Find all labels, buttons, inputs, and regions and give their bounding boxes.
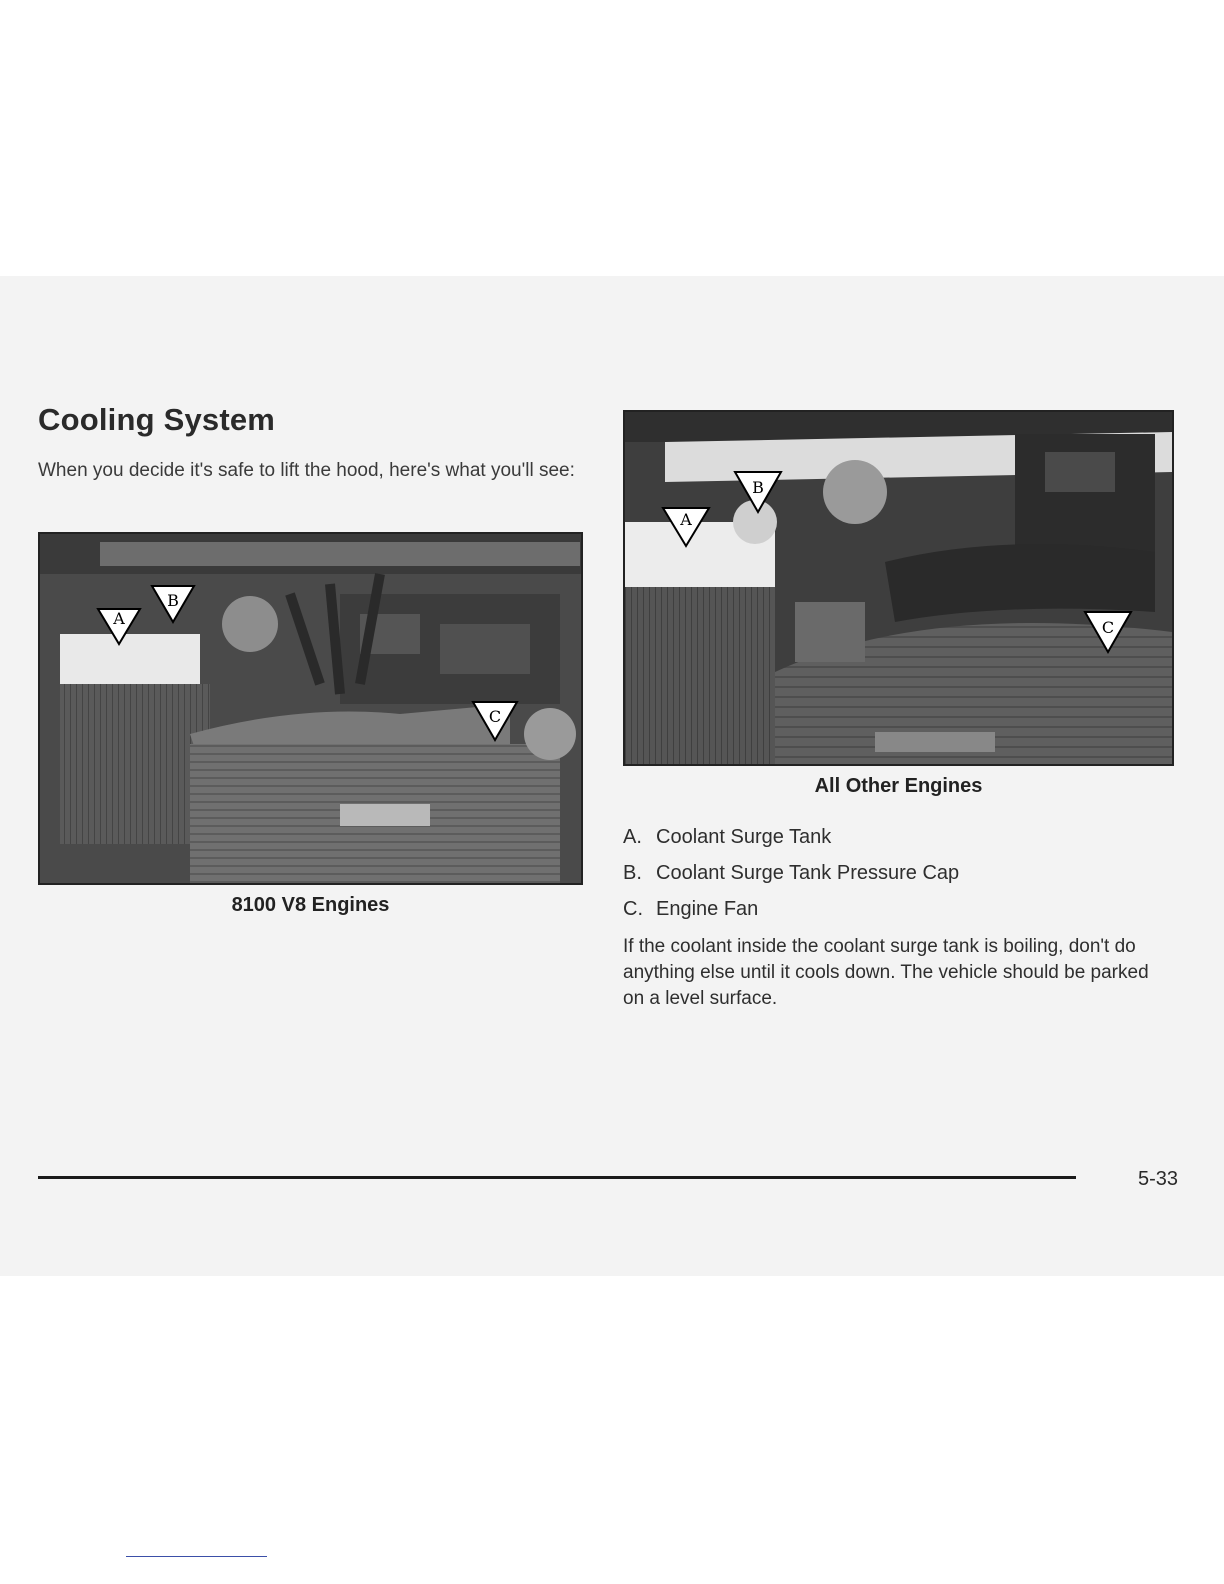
component-legend xyxy=(623,824,1183,932)
legend-item xyxy=(623,896,1183,932)
legend-key: C. xyxy=(623,898,643,920)
svg-text:B: B xyxy=(752,478,764,497)
svg-text:C: C xyxy=(488,707,502,726)
svg-text:A: A xyxy=(113,609,125,628)
legend-item xyxy=(623,860,1183,896)
legend-label: Engine Fan xyxy=(656,898,759,920)
legend-label: Coolant Surge Tank Pressure Cap xyxy=(656,862,960,884)
engine-photo-8100-v8 xyxy=(38,532,583,885)
svg-text:C: C xyxy=(1101,618,1115,637)
legend-key: B. xyxy=(623,862,642,884)
figure-caption-8100-v8: 8100 V8 Engines xyxy=(231,894,390,916)
legend-item xyxy=(623,824,1183,860)
svg-text:A: A xyxy=(680,510,692,529)
page-number: 5-33 xyxy=(1137,1168,1178,1190)
link-underline xyxy=(126,1556,267,1557)
warning-paragraph: If the coolant inside the coolant surge tank is boiling, don't do anything else until it cools down. The vehicle should be parked on a level surface. xyxy=(623,936,1149,1009)
figure-caption-other-engines: All Other Engines xyxy=(814,775,983,797)
legend-key: A. xyxy=(623,826,642,848)
svg-text:B: B xyxy=(167,591,179,610)
legend-label: Coolant Surge Tank xyxy=(656,826,832,848)
intro-paragraph: When you decide it's safe to lift the hood, here's what you'll see: xyxy=(38,460,575,481)
footer-rule xyxy=(38,1176,1076,1179)
section-title: Cooling System xyxy=(38,402,276,437)
engine-photo-other-engines xyxy=(623,410,1174,766)
